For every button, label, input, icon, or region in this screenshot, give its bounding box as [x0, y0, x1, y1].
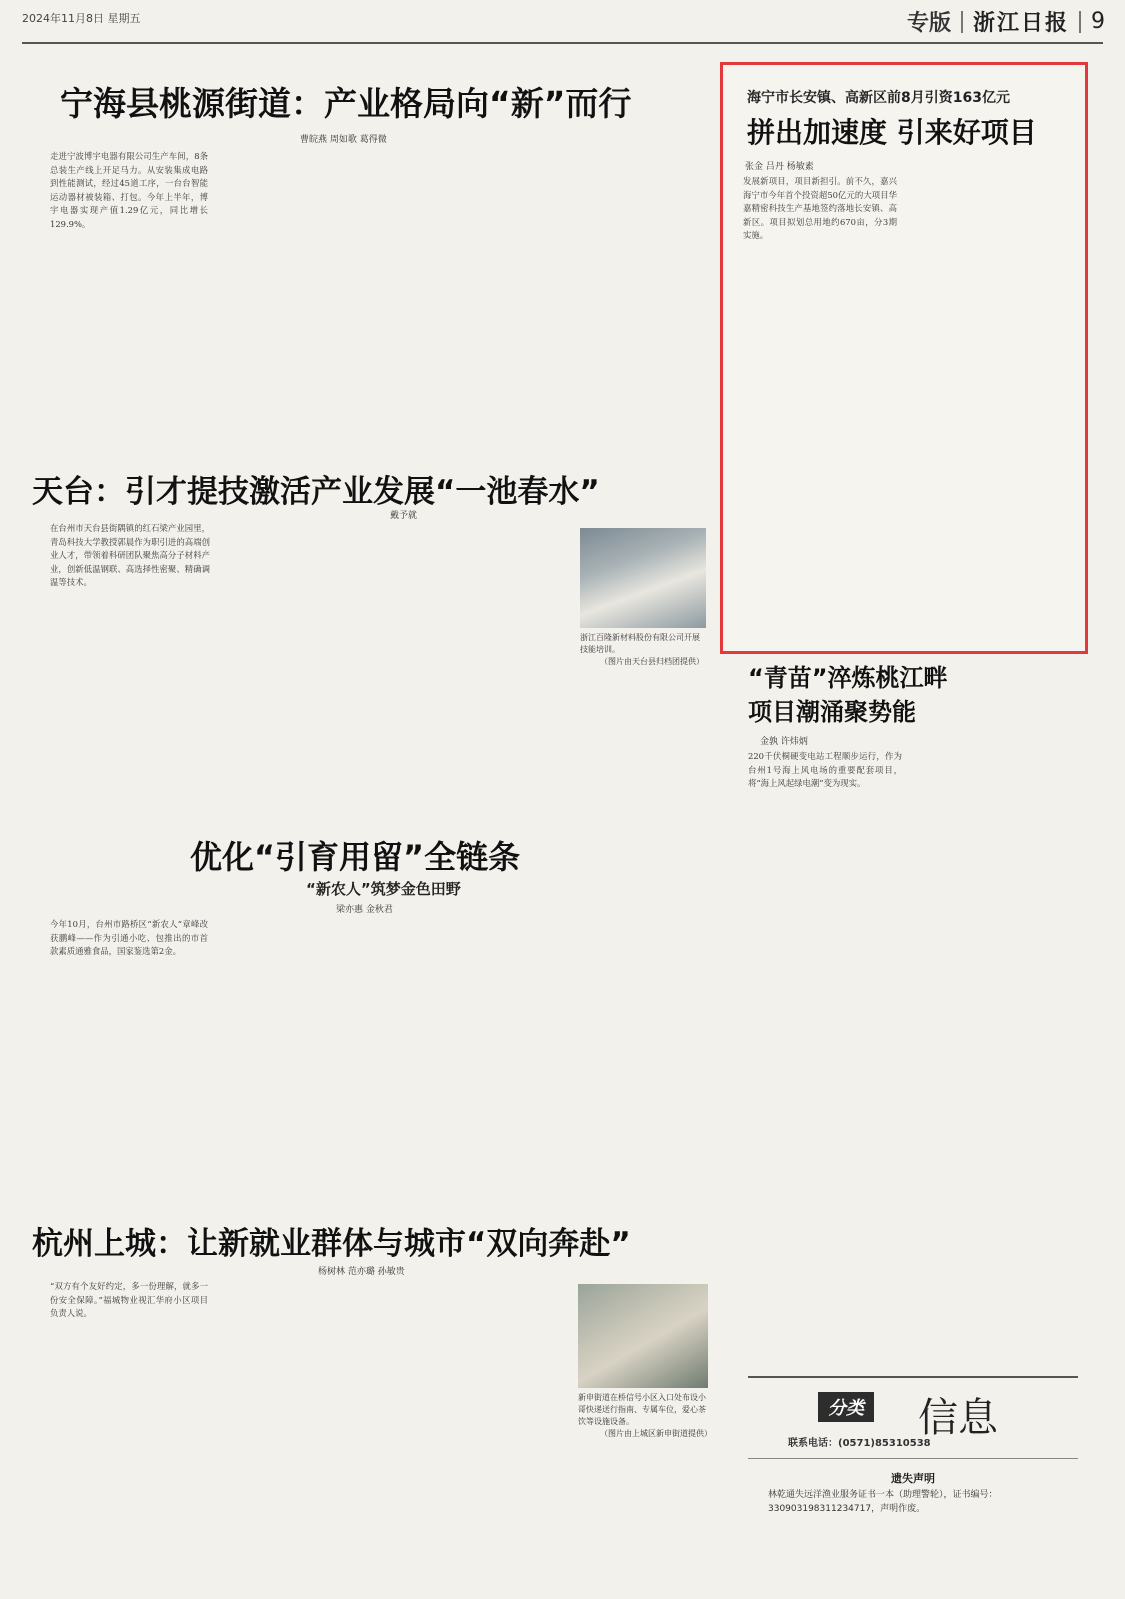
tiantai-photo — [580, 528, 706, 628]
section-name: 专版 — [906, 11, 951, 36]
issue-date: 2024年11月8日 星期五 — [22, 12, 141, 25]
lost-notice-title: 遗失声明 — [891, 1472, 935, 1485]
hangzhou-headline[interactable]: 杭州上城：让新就业群体与城市“双向奔赴” — [32, 1226, 631, 1262]
newspaper-name: 浙江日报 — [972, 10, 1069, 36]
page-header — [0, 0, 1125, 44]
tiantai-byline: 戴予就 — [390, 511, 418, 521]
changan-headline[interactable]: 拼出加速度 引来好项目 — [747, 116, 1037, 149]
tiantai-photo-credit: （图片由天台县归档团提供） — [600, 657, 704, 666]
qingmiao-headline-line2[interactable]: 项目潮涌聚势能 — [748, 698, 916, 726]
qingmiao-byline: 金孰 许炜炳 — [760, 737, 808, 747]
masthead — [907, 6, 1105, 37]
page-number: 9 — [1091, 9, 1105, 34]
changan-body — [743, 175, 1065, 635]
hangzhou-photo-caption: 新申街道在桥信号小区入口处布设小哥快递送行指南、专属车位，爱心茶饮等设施设备。 — [578, 1393, 706, 1426]
masthead-divider — [961, 11, 963, 33]
hangzhou-byline: 杨树林 范亦璐 孙敏贵 — [318, 1267, 405, 1277]
changan-byline: 张金 吕丹 杨敏素 — [745, 162, 814, 172]
luqiao-byline: 梁亦惠 金秋君 — [336, 905, 393, 915]
tiantai-body — [50, 522, 570, 818]
ninghai-headline[interactable]: 宁海县桃源街道：产业格局向“新”而行 — [60, 84, 632, 123]
tiantai-photo-caption: 浙江百隆新材料股份有限公司开展技能培训。 — [580, 633, 700, 654]
ninghai-byline: 曹皖燕 周如歌 葛得微 — [300, 135, 387, 145]
hangzhou-photo — [578, 1284, 708, 1388]
hangzhou-lead: “双方有个友好约定，多一份理解，就多一份安全保障。”福城物业视汇华府小区项目负责人说。 — [50, 1281, 208, 1319]
changan-lead: 发展新项目，项目新担引。前不久，嘉兴海宁市今年首个投资超50亿元的大项目华嘉精密科技生产基地签约落地长安镇、高新区。项目拟划总用地约670亩，分3期实施。 — [743, 176, 897, 241]
luqiao-body — [50, 918, 718, 1208]
changan-box — [720, 62, 1088, 654]
masthead-divider — [1079, 11, 1081, 33]
qingmiao-body — [748, 750, 1076, 1250]
classified-section — [748, 1376, 1078, 1590]
tiantai-lead: 在台州市天台县街隅镇的红石梁产业园里，青岛科技大学教授郭晨作为职引进的高端创业人才，带领着科研团队聚焦高分子材料产业，创新低温钢联、高选择性密聚、精确调温等技术。 — [50, 523, 210, 588]
classified-divider — [748, 1458, 1078, 1459]
tiantai-headline[interactable]: 天台：引才提技激活产业发展“一池春水” — [32, 474, 600, 510]
classified-title: 信息 — [918, 1395, 998, 1441]
luqiao-lead: 今年10月，台州市路桥区“新农人”章峰改获鹏峰——作为引通小吃、包推出的市首款素质通雅食品，国家鉴选第2金。 — [50, 919, 208, 957]
classified-tag: 分类 — [818, 1392, 874, 1422]
hangzhou-photo-credit: （图片由上城区新申街道提供） — [600, 1429, 712, 1438]
qingmiao-lead: 220千伏桐硬变电站工程顺步运行，作为台州1号海上风电场的重要配套项目，将“海上风起绿电潮”变为现实。 — [748, 751, 902, 789]
ninghai-body — [50, 150, 718, 490]
luqiao-subtitle: “新农人”筑梦金色田野 — [306, 880, 461, 898]
lost-notice-body: 林乾通失远洋渔业服务证书一本（助理警轮），证书编号：330903198311234717，声明作废。 — [768, 1490, 998, 1514]
ninghai-lead: 走进宁波博宇电器有限公司生产车间，8条总装生产线上开足马力。从安装集成电路到性能测试，经过45道工序，一台台智能运动器材被装箱、打包。今年上半年，博宇电器实现产值1.29亿元，同比增长129.9%。 — [50, 151, 208, 229]
qingmiao-headline-line1[interactable]: “青苗”淬炼桃江畔 — [748, 664, 948, 692]
classified-phone: 联系电话：(0571)85310538 — [788, 1438, 931, 1449]
changan-kicker: 海宁市长安镇、高新区前8月引资163亿元 — [747, 90, 1010, 106]
luqiao-headline[interactable]: 优化“引育用留”全链条 — [190, 838, 521, 876]
header-rule — [22, 42, 1103, 44]
